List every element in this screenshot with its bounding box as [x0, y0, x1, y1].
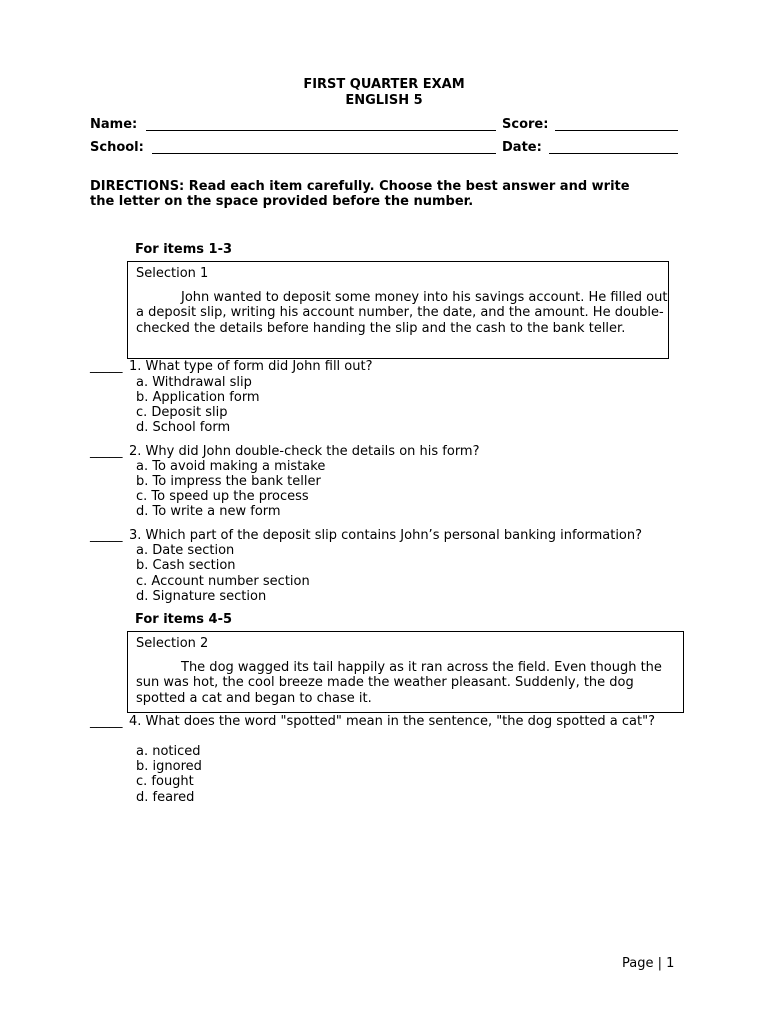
- question-text: 1. What type of form did John fill out?: [129, 359, 373, 374]
- selection-title: Selection 1: [136, 266, 209, 281]
- question-text: 2. Why did John double-check the details on his form?: [129, 444, 480, 459]
- answer-choice: b. Cash section: [136, 558, 236, 573]
- exam-title: FIRST QUARTER EXAM: [303, 77, 465, 92]
- answer-choice: a. To avoid making a mistake: [136, 459, 326, 474]
- directions-line-1: DIRECTIONS: Read each item carefully. Choose the best answer and write: [90, 179, 630, 194]
- name-label: Name:: [90, 117, 138, 132]
- answer-blank[interactable]: _____: [90, 714, 123, 729]
- group-heading: For items 1-3: [135, 242, 233, 257]
- selection-box: [127, 261, 669, 359]
- answer-choice: c. fought: [136, 774, 194, 789]
- school-label: School:: [90, 140, 144, 155]
- question-text: 4. What does the word "spotted" mean in the sentence, "the dog spotted a cat"?: [129, 714, 655, 729]
- exam-subject: ENGLISH 5: [345, 93, 423, 108]
- answer-choice: b. To impress the bank teller: [136, 474, 321, 489]
- answer-choice: b. Application form: [136, 390, 260, 405]
- school-blank[interactable]: [152, 153, 496, 154]
- answer-blank[interactable]: _____: [90, 359, 123, 374]
- question-text: 3. Which part of the deposit slip contains John’s personal banking information?: [129, 528, 643, 543]
- answer-choice: c. Deposit slip: [136, 405, 228, 420]
- selection-text: John wanted to deposit some money into his savings account. He filled out a deposit slip, writing his account number, the date, and the amount. He double-checked the details before handing the slip and the cash to the bank teller.: [136, 290, 668, 336]
- score-blank[interactable]: [555, 130, 678, 131]
- selection-title: Selection 2: [136, 636, 209, 651]
- answer-choice: a. Withdrawal slip: [136, 375, 252, 390]
- group-heading: For items 4-5: [135, 612, 233, 627]
- date-blank[interactable]: [549, 153, 678, 154]
- answer-choice: b. ignored: [136, 759, 202, 774]
- answer-choice: d. School form: [136, 420, 231, 435]
- selection-box: [127, 631, 684, 713]
- directions-line-2: the letter on the space provided before the number.: [90, 194, 474, 209]
- answer-choice: c. Account number section: [136, 574, 310, 589]
- answer-choice: a. Date section: [136, 543, 235, 558]
- answer-blank[interactable]: _____: [90, 444, 123, 459]
- answer-choice: d. Signature section: [136, 589, 267, 604]
- answer-choice: a. noticed: [136, 744, 201, 759]
- answer-choice: d. To write a new form: [136, 504, 281, 519]
- selection-text: The dog wagged its tail happily as it ran across the field. Even though the sun was hot, the cool breeze made the weather pleasant. Suddenly, the dog spotted a cat and began to chase it.: [136, 660, 662, 706]
- answer-choice: d. feared: [136, 790, 195, 805]
- score-label: Score:: [502, 117, 549, 132]
- answer-blank[interactable]: _____: [90, 528, 123, 543]
- answer-choice: c. To speed up the process: [136, 489, 309, 504]
- page-number: Page | 1: [622, 956, 675, 971]
- date-label: Date:: [502, 140, 542, 155]
- name-blank[interactable]: [146, 130, 496, 131]
